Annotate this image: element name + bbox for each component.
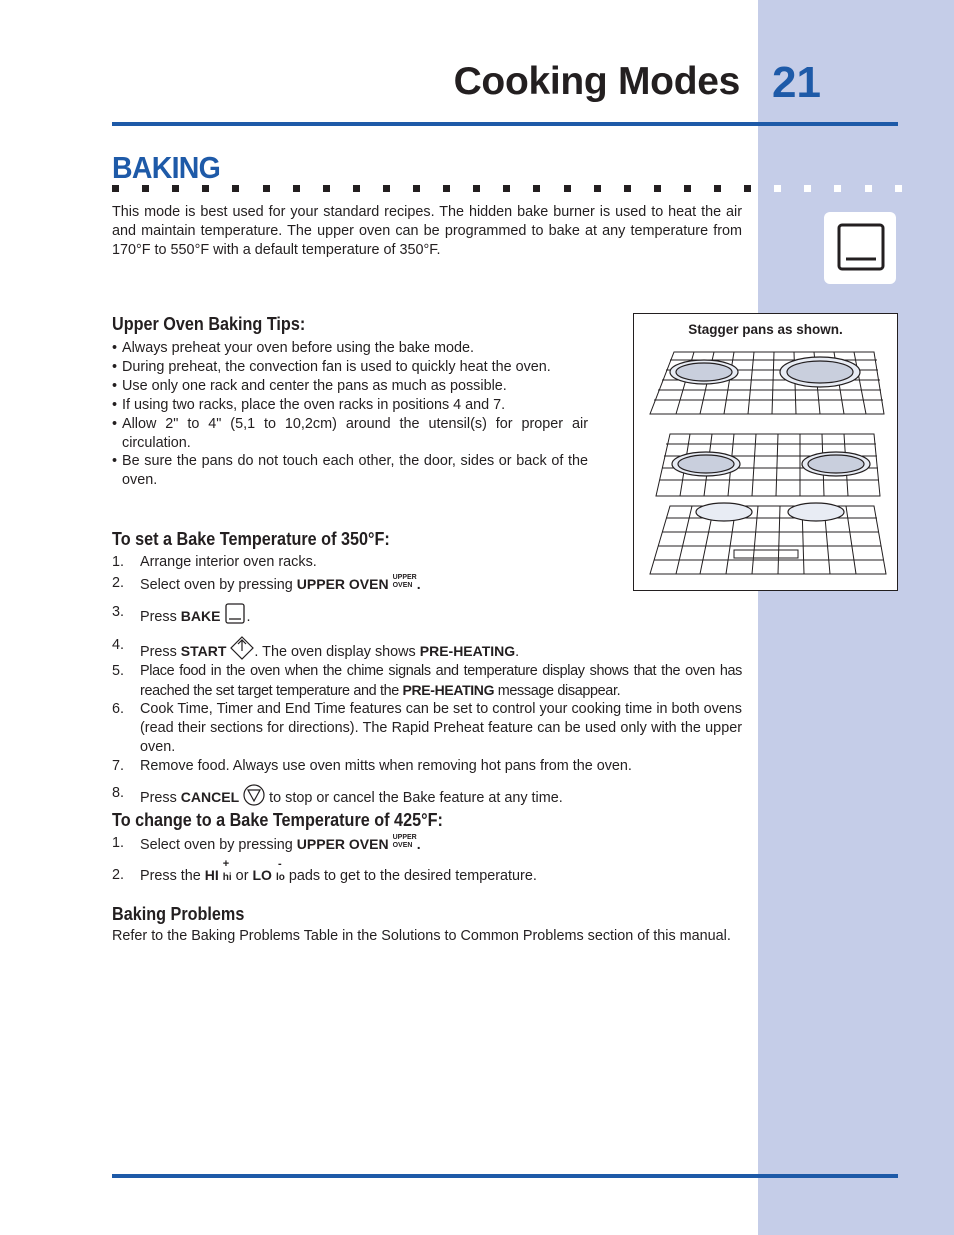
page-number: 21 xyxy=(772,58,821,107)
upper-oven-key: UPPER OVEN xyxy=(296,575,389,592)
lo-pad-icon: - lo xyxy=(275,857,285,883)
problems-text: Refer to the Baking Problems Table in the Solutions to Common Problems section of this manual. xyxy=(112,928,731,944)
set350-steps xyxy=(112,553,742,808)
divider-dot xyxy=(624,185,631,192)
divider-dot xyxy=(383,185,390,192)
start-key: START xyxy=(180,642,227,659)
cancel-key: CANCEL xyxy=(180,789,240,806)
list-item: 1. Select oven by pressing UPPER OVEN UPPER OVEN . xyxy=(112,834,421,853)
figure-caption: Stagger pans as shown. xyxy=(688,322,843,337)
divider-dot xyxy=(413,185,420,192)
oven-racks-drawing xyxy=(634,314,897,590)
divider-dot xyxy=(353,185,360,192)
set425-steps xyxy=(112,834,742,888)
list-item: • During preheat, the convection fan is used to quickly heat the oven. xyxy=(112,358,551,375)
bake-key: BAKE xyxy=(180,607,221,624)
divider-dot xyxy=(714,185,721,192)
header-rule xyxy=(112,122,898,126)
bake-icon xyxy=(824,212,896,284)
list-item: 2. Press the HI + hi or LO - lo pads to get to the desired temperature. xyxy=(112,866,742,888)
upper-oven-pad-icon: UPPER OVEN xyxy=(392,573,417,589)
divider-dot xyxy=(202,185,209,192)
section-title: BAKING xyxy=(112,150,221,185)
intro-paragraph: This mode is best used for your standard recipes. The hidden bake burner is used to heat the air and maintain temperature. The upper oven can be programmed to bake at any temperature from 170°F to 550°F with a default temperature of 350°F. xyxy=(112,204,742,258)
list-item: • If using two racks, place the oven racks in positions 4 and 7. xyxy=(112,396,506,413)
list-item: • Allow 2" to 4" (5,1 to 10,2cm) around the utensil(s) for proper air circulation. xyxy=(112,415,588,451)
divider-dot xyxy=(564,185,571,192)
list-item: 7. Remove food. Always use oven mitts when removing hot pans from the oven. xyxy=(112,758,632,775)
tips-heading: Upper Oven Baking Tips: xyxy=(112,314,306,334)
list-item: 4. Press START . The oven display shows PRE-HEATING. xyxy=(112,636,520,660)
list-item: 1. Arrange interior oven racks. xyxy=(112,554,317,570)
list-item: 2. Select oven by pressing UPPER OVEN UPPER OVEN . xyxy=(112,573,421,593)
upper-oven-pad-icon: UPPER OVEN xyxy=(392,834,417,849)
list-item: 5. Place food in the oven when the chime signals and temperature display shows that the oven has reached the set target temperature and the PRE-HEATING message disappear. xyxy=(112,662,742,699)
set425-heading: To change to a Bake Temperature of 425°F: xyxy=(112,810,443,830)
divider-dot xyxy=(594,185,601,192)
divider-dot xyxy=(263,185,270,192)
lo-key: LO xyxy=(252,866,272,883)
rack-illustration xyxy=(633,313,898,591)
divider-dot xyxy=(293,185,300,192)
cancel-pad-icon xyxy=(243,784,265,806)
upper-oven-key: UPPER OVEN xyxy=(296,836,389,852)
hi-key: HI xyxy=(204,866,219,883)
divider-dot xyxy=(654,185,661,192)
start-pad-icon xyxy=(230,636,254,660)
divider-dot xyxy=(865,185,872,192)
divider-dot xyxy=(112,185,119,192)
list-item: 3. Press BAKE . xyxy=(112,603,251,625)
divider-dot xyxy=(142,185,149,192)
list-item: • Always preheat your oven before using the bake mode. xyxy=(112,340,474,356)
set350-heading: To set a Bake Temperature of 350°F: xyxy=(112,529,390,549)
dotted-divider xyxy=(112,185,902,195)
divider-dot xyxy=(744,185,751,192)
divider-dot xyxy=(895,185,902,192)
divider-dot xyxy=(774,185,781,192)
divider-dot xyxy=(804,185,811,192)
divider-dot xyxy=(684,185,691,192)
problems-heading: Baking Problems xyxy=(112,904,245,924)
list-item: • Be sure the pans do not touch each other, the door, sides or back of the oven. xyxy=(112,453,588,489)
bake-pad-icon xyxy=(224,603,246,625)
tips-list xyxy=(112,339,588,490)
page-title: Cooking Modes xyxy=(453,60,740,103)
list-item: • Use only one rack and center the pans as much as possible. xyxy=(112,377,507,394)
divider-dot xyxy=(503,185,510,192)
divider-dot xyxy=(232,185,239,192)
divider-dot xyxy=(473,185,480,192)
list-item: 6. Cook Time, Timer and End Time features can be set to control your cooking time in both ovens (read their sections for directions). The Rapid Preheat feature can be used only with the upper oven. xyxy=(112,701,742,756)
divider-dot xyxy=(533,185,540,192)
divider-dot xyxy=(443,185,450,192)
hi-pad-icon: + hi xyxy=(222,857,232,883)
divider-dot xyxy=(323,185,330,192)
list-item: 8. Press CANCEL to stop or cancel the Bake feature at any time. xyxy=(112,785,563,807)
divider-dot xyxy=(172,185,179,192)
divider-dot xyxy=(834,185,841,192)
footer-rule xyxy=(112,1174,898,1178)
